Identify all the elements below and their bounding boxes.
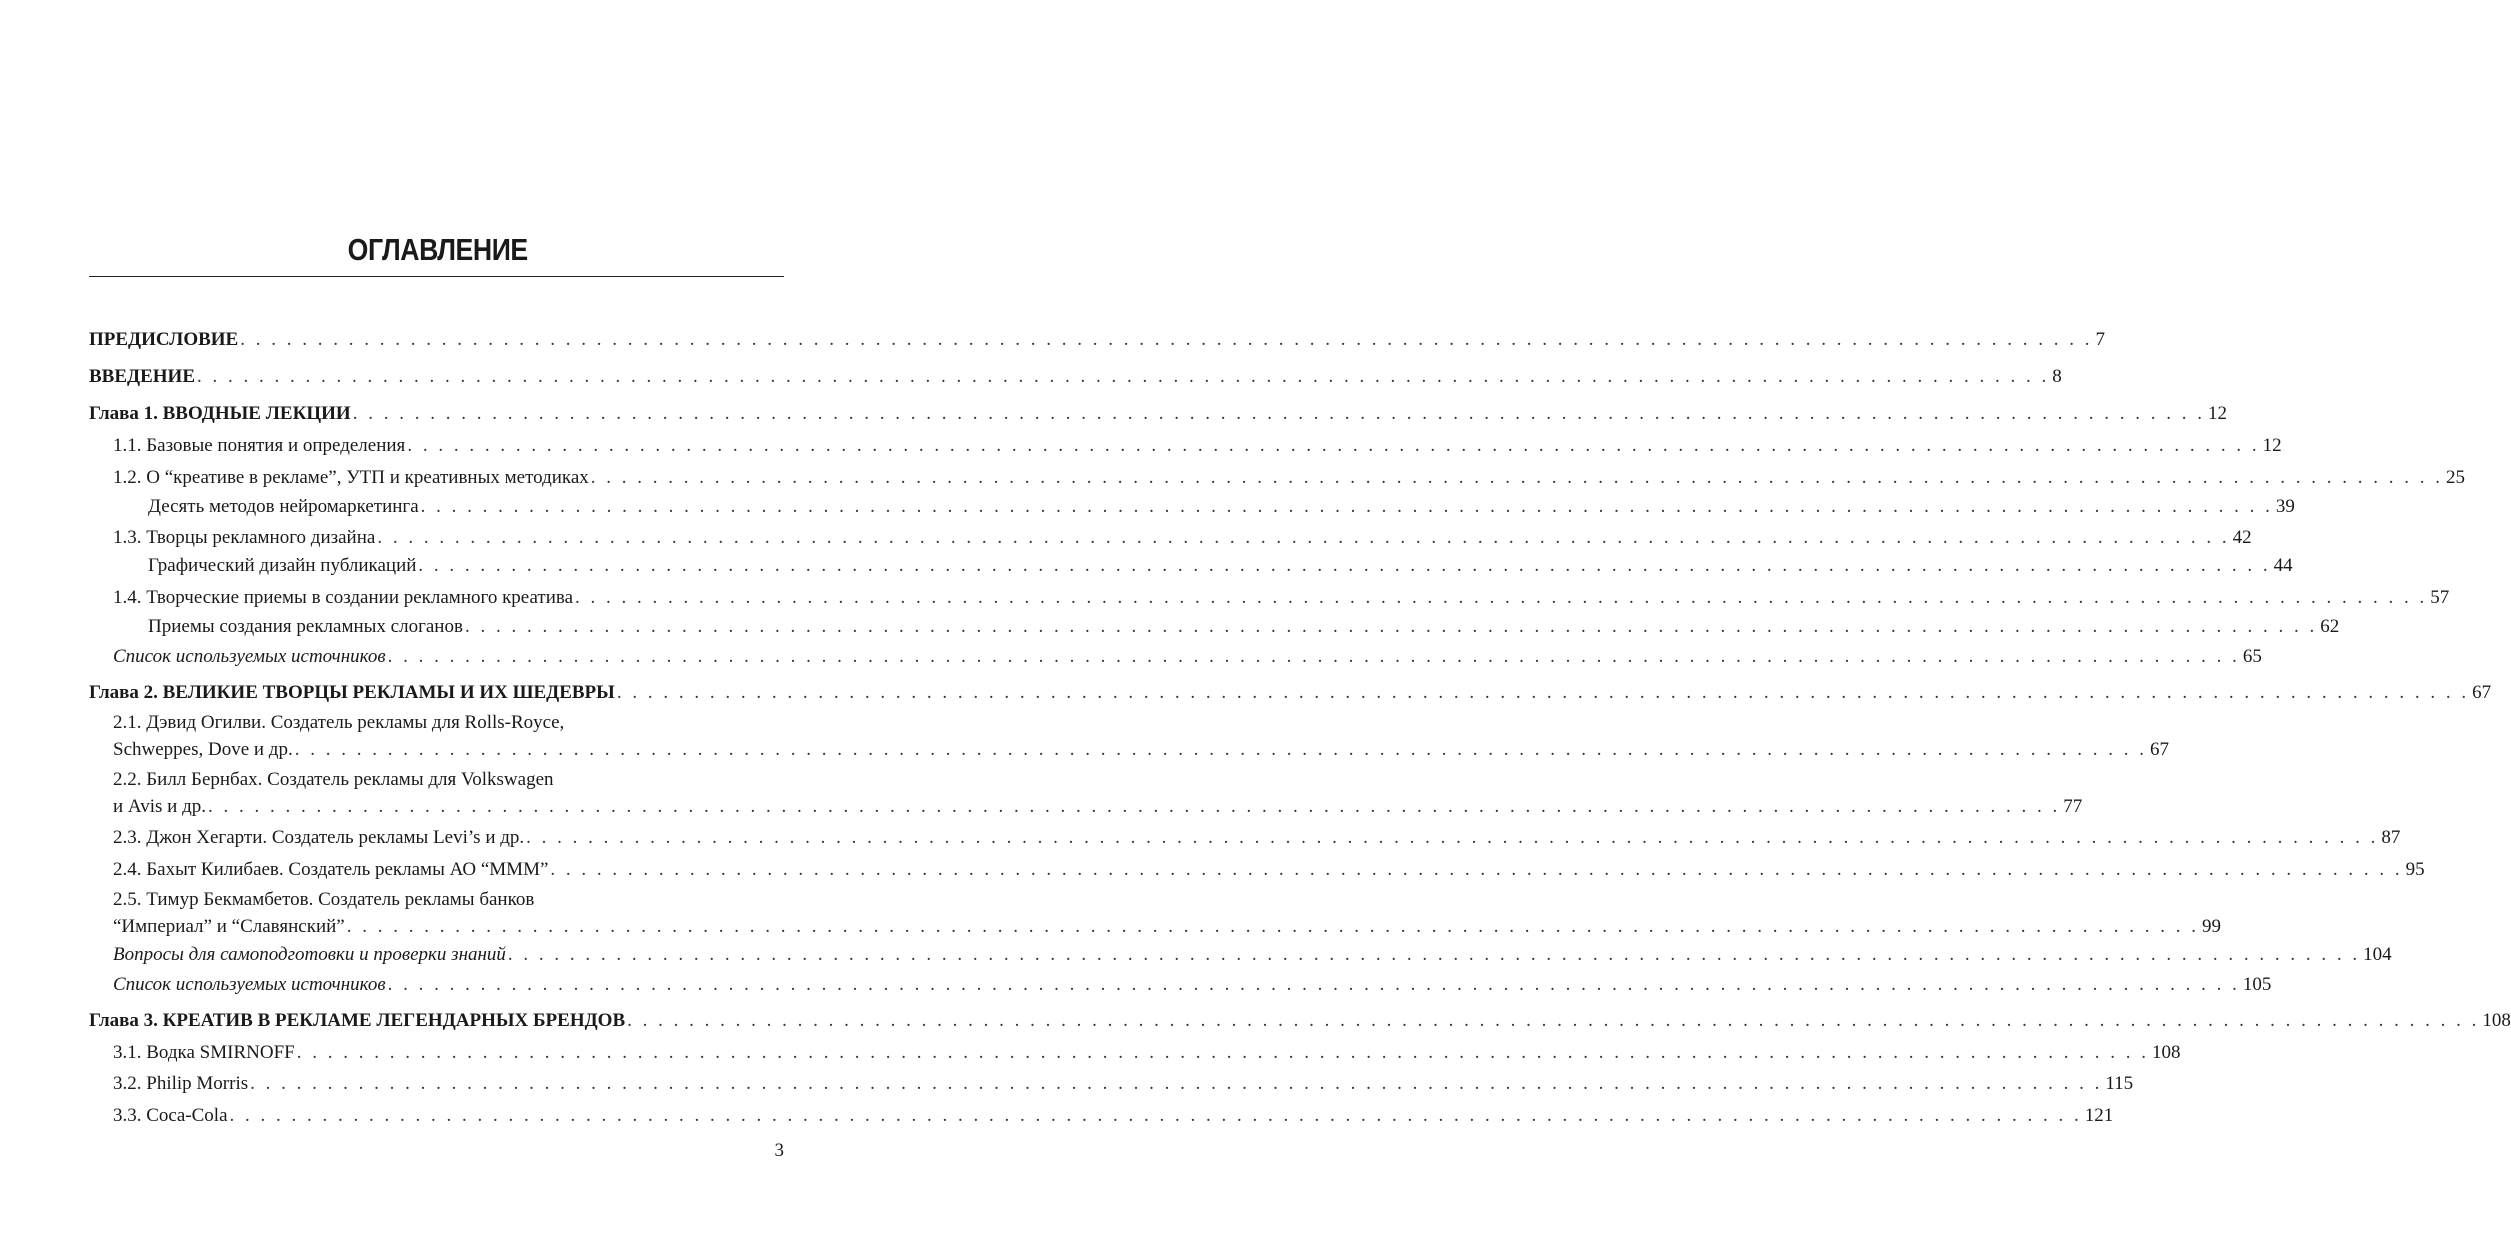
toc-chapter-entry[interactable] <box>89 680 2492 706</box>
chapter-prefix: Глава 1. <box>89 403 163 424</box>
toc-entry-title <box>113 433 405 459</box>
toc-entry-title <box>113 942 506 968</box>
toc-entry-first-line: 2.5. Тимур Бекмамбетов. Создатель рекламы банков <box>113 889 535 910</box>
dot-leader: . . . . . . . . . . . . . . . . . . . . . . . . . . . . . . . . . . . . . . . . . . . . . . . . . . . . . . . . . . . . . . . . . . . . . . . . . . . . . . . . . . . . . . . . . . . . . . . . . . . . . . . . . . . . . . . . . . . . . . . . <box>575 587 2428 608</box>
toc-page-number: 39 <box>2275 496 2295 517</box>
toc-entry-title <box>89 364 195 390</box>
toc-entry[interactable] <box>113 1103 2114 1129</box>
toc-entry-text: 2.3. Джон Хегарти. Создатель рекламы Levi’s и др. <box>113 827 525 848</box>
toc-entry-text: и Avis и др. <box>113 796 206 817</box>
toc-entry[interactable] <box>113 465 2466 491</box>
toc-entry-text: 1.2. О “креативе в рекламе”, УТП и креативных методиках <box>113 467 589 488</box>
toc-entry[interactable] <box>113 433 2282 459</box>
toc-page-number: 42 <box>2232 527 2252 548</box>
toc-entry[interactable] <box>113 1040 2181 1066</box>
toc-entry-text: 1.1. Базовые понятия и определения <box>113 435 406 456</box>
dot-leader: . . . . . . . . . . . . . . . . . . . . . . . . . . . . . . . . . . . . . . . . . . . . . . . . . . . . . . . . . . . . . . . . . . . . . . . . . . . . . . . . . . . . . . . . . . . . . . . . . . . . . . . . . . . . . . . . . . . . . . . . <box>407 435 2260 456</box>
toc-page-number: 115 <box>2105 1073 2134 1094</box>
toc-chapter-entry[interactable] <box>89 401 2227 427</box>
toc-entry-text: Графический дизайн публикаций <box>148 555 417 576</box>
toc-entry-text: Десять методов нейромаркетинга <box>148 496 419 517</box>
dot-leader: . . . . . . . . . . . . . . . . . . . . . . . . . . . . . . . . . . . . . . . . . . . . . . . . . . . . . . . . . . . . . . . . . . . . . . . . . . . . . . . . . . . . . . . . . . . . . . . . . . . . . . . . . . . . . . . . . . . . . . . . <box>507 944 2361 965</box>
dot-leader: . . . . . . . . . . . . . . . . . . . . . . . . . . . . . . . . . . . . . . . . . . . . . . . . . . . . . . . . . . . . . . . . . . . . . . . . . . . . . . . . . . . . . . . . . . . . . . . . . . . . . . . . . . . . . . . . . . . . . . . . <box>387 646 2240 667</box>
toc-entry-title <box>89 327 238 353</box>
toc-entry-title <box>113 1040 295 1066</box>
toc-entry-title <box>113 585 573 611</box>
toc-entry-text: Schweppes, Dove и др. <box>113 739 293 760</box>
dot-leader: . . . . . . . . . . . . . . . . . . . . . . . . . . . . . . . . . . . . . . . . . . . . . . . . . . . . . . . . . . . . . . . . . . . . . . . . . . . . . . . . . . . . . . . . . . . . . . . . . . . . . . . . . . . . . . . . . . . . . . . . <box>294 739 2147 760</box>
toc-page-number: 57 <box>2430 587 2450 608</box>
toc-entry-title <box>148 494 419 520</box>
toc-page-number: 25 <box>2446 467 2466 488</box>
toc-entry-title <box>89 401 351 427</box>
toc-page-number: 67 <box>2149 739 2169 760</box>
toc-entry[interactable] <box>113 914 2221 940</box>
toc-entry-title <box>148 614 463 640</box>
toc-chapter-entry[interactable] <box>89 1008 2511 1034</box>
toc-entry[interactable] <box>113 825 2401 851</box>
toc-entry-text: Вопросы для самоподготовки и проверки знаний <box>113 944 506 965</box>
dot-leader: . . . . . . . . . . . . . . . . . . . . . . . . . . . . . . . . . . . . . . . . . . . . . . . . . . . . . . . . . . . . . . . . . . . . . . . . . . . . . . . . . . . . . . . . . . . . . . . . . . . . . . . . . . . . . . . . . . . . . . . . <box>590 467 2444 488</box>
toc-entry-title <box>113 465 589 491</box>
dot-leader: . . . . . . . . . . . . . . . . . . . . . . . . . . . . . . . . . . . . . . . . . . . . . . . . . . . . . . . . . . . . . . . . . . . . . . . . . . . . . . . . . . . . . . . . . . . . . . . . . . . . . . . . . . . . . . . . . . . . . . . . <box>627 1010 2480 1031</box>
toc-entry-title <box>148 553 416 579</box>
toc-entry-text: Приемы создания рекламных слоганов <box>148 616 463 637</box>
toc-entry-title <box>113 644 386 670</box>
toc-entry-title <box>113 857 548 883</box>
toc-page-number: 95 <box>2405 859 2425 880</box>
toc-page-number: 44 <box>2273 555 2293 576</box>
toc-page-number: 105 <box>2242 974 2272 995</box>
toc-entry-text: ПРЕДИСЛОВИЕ <box>89 329 239 350</box>
toc-entry-first-line: 2.1. Дэвид Огилви. Создатель рекламы для Rolls-Royce, <box>113 712 565 733</box>
toc-entry[interactable] <box>113 585 2450 611</box>
toc-entry[interactable] <box>113 972 2272 998</box>
toc-entry[interactable] <box>113 794 2083 820</box>
toc-entry-text: Список используемых источников <box>113 646 386 667</box>
toc-entry-title <box>113 1103 228 1129</box>
dot-leader: . . . . . . . . . . . . . . . . . . . . . . . . . . . . . . . . . . . . . . . . . . . . . . . . . . . . . . . . . . . . . . . . . . . . . . . . . . . . . . . . . . . . . . . . . . . . . . . . . . . . . . . . . . . . . . . . . . . . . . . . <box>418 555 2271 576</box>
toc-page-number: 104 <box>2363 944 2392 965</box>
toc-entry-title <box>113 825 524 851</box>
toc-page-number: 121 <box>2084 1105 2114 1126</box>
toc-entry-text: КРЕАТИВ В РЕКЛАМЕ ЛЕГЕНДАРНЫХ БРЕНДОВ <box>162 1010 626 1031</box>
toc-entry-text: 1.3. Творцы рекламного дизайна <box>113 527 376 548</box>
toc-page-number: 67 <box>2472 682 2492 703</box>
toc-page-number: 87 <box>2381 827 2401 848</box>
toc-entry-text: 3.2. Philip Morris <box>113 1073 249 1094</box>
page-number: 3 <box>774 1140 784 1161</box>
toc-entry-title <box>89 680 615 706</box>
toc-entry[interactable] <box>113 525 2252 551</box>
toc-entry[interactable] <box>148 553 2293 579</box>
toc-entry-title <box>113 972 386 998</box>
toc-entry[interactable] <box>113 737 2169 763</box>
toc-entry-text: 1.4. Творческие приемы в создании рекламного креатива <box>113 587 574 608</box>
chapter-prefix: Глава 2. <box>89 682 163 703</box>
dot-leader: . . . . . . . . . . . . . . . . . . . . . . . . . . . . . . . . . . . . . . . . . . . . . . . . . . . . . . . . . . . . . . . . . . . . . . . . . . . . . . . . . . . . . . . . . . . . . . . . . . . . . . . . . . . . . . . . . . . . . . . . <box>296 1042 2149 1063</box>
toc-entry-text: ВВОДНЫЕ ЛЕКЦИИ <box>162 403 351 424</box>
toc-entry-title <box>113 737 293 763</box>
toc-entry-title <box>113 1071 248 1097</box>
toc-entry-title <box>113 914 345 940</box>
toc-entry-text: 3.1. Водка SMIRNOFF <box>113 1042 295 1063</box>
toc-page-number: 108 <box>2482 1010 2511 1031</box>
toc-entry-title <box>113 794 206 820</box>
dot-leader: . . . . . . . . . . . . . . . . . . . . . . . . . . . . . . . . . . . . . . . . . . . . . . . . . . . . . . . . . . . . . . . . . . . . . . . . . . . . . . . . . . . . . . . . . . . . . . . . . . . . . . . . . . . . . . . . . . . . . . . . <box>197 366 2050 387</box>
toc-page-number: 77 <box>2063 796 2083 817</box>
toc-page-number: 12 <box>2262 435 2282 456</box>
page-title-text: ОГЛАВЛЕНИЕ <box>347 232 528 267</box>
dot-leader: . . . . . . . . . . . . . . . . . . . . . . . . . . . . . . . . . . . . . . . . . . . . . . . . . . . . . . . . . . . . . . . . . . . . . . . . . . . . . . . . . . . . . . . . . . . . . . . . . . . . . . . . . . . . . . . . . . . . . . . . <box>352 403 2205 424</box>
toc-entry-title <box>113 525 375 551</box>
toc-entry[interactable] <box>89 327 2105 353</box>
toc-page-number: 99 <box>2201 916 2221 937</box>
dot-leader: . . . . . . . . . . . . . . . . . . . . . . . . . . . . . . . . . . . . . . . . . . . . . . . . . . . . . . . . . . . . . . . . . . . . . . . . . . . . . . . . . . . . . . . . . . . . . . . . . . . . . . . . . . . . . . . . . . . . . . . . <box>387 974 2240 995</box>
toc-entry-text: ВВЕДЕНИЕ <box>89 366 195 387</box>
toc-page-number: 65 <box>2242 646 2262 667</box>
dot-leader: . . . . . . . . . . . . . . . . . . . . . . . . . . . . . . . . . . . . . . . . . . . . . . . . . . . . . . . . . . . . . . . . . . . . . . . . . . . . . . . . . . . . . . . . . . . . . . . . . . . . . . . . . . . . . . . . . . . . . . . . <box>420 496 2273 517</box>
toc-entry-text: “Империал” и “Славянский” <box>113 916 345 937</box>
dot-leader: . . . . . . . . . . . . . . . . . . . . . . . . . . . . . . . . . . . . . . . . . . . . . . . . . . . . . . . . . . . . . . . . . . . . . . . . . . . . . . . . . . . . . . . . . . . . . . . . . . . . . . . . . . . . . . . . . . . . . . . . <box>208 796 2061 817</box>
toc-entry-text: 2.4. Бахыт Килибаев. Создатель рекламы АО “МММ” <box>113 859 549 880</box>
toc-entry-first-line: 2.2. Билл Бернбах. Создатель рекламы для Volkswagen <box>113 769 554 790</box>
toc-entry-text: Список используемых источников <box>113 974 386 995</box>
dot-leader: . . . . . . . . . . . . . . . . . . . . . . . . . . . . . . . . . . . . . . . . . . . . . . . . . . . . . . . . . . . . . . . . . . . . . . . . . . . . . . . . . . . . . . . . . . . . . . . . . . . . . . . . . . . . . . . . . . . . . . . . <box>526 827 2379 848</box>
toc-entry[interactable] <box>113 942 2392 968</box>
toc-page-number: 62 <box>2320 616 2340 637</box>
dot-leader: . . . . . . . . . . . . . . . . . . . . . . . . . . . . . . . . . . . . . . . . . . . . . . . . . . . . . . . . . . . . . . . . . . . . . . . . . . . . . . . . . . . . . . . . . . . . . . . . . . . . . . . . . . . . . . . . . . . . . . . . <box>229 1105 2082 1126</box>
dot-leader: . . . . . . . . . . . . . . . . . . . . . . . . . . . . . . . . . . . . . . . . . . . . . . . . . . . . . . . . . . . . . . . . . . . . . . . . . . . . . . . . . . . . . . . . . . . . . . . . . . . . . . . . . . . . . . . . . . . . . . . . <box>550 859 2403 880</box>
toc-entry[interactable] <box>148 494 2295 520</box>
toc-entry-title <box>89 1008 625 1034</box>
toc-entry[interactable] <box>113 857 2425 883</box>
page-title <box>0 232 875 268</box>
dot-leader: . . . . . . . . . . . . . . . . . . . . . . . . . . . . . . . . . . . . . . . . . . . . . . . . . . . . . . . . . . . . . . . . . . . . . . . . . . . . . . . . . . . . . . . . . . . . . . . . . . . . . . . . . . . . . . . . . . . . . . . . <box>616 682 2470 703</box>
toc-entry[interactable] <box>113 1071 2134 1097</box>
toc-entry-text: 3.3. Coca-Cola <box>113 1105 228 1126</box>
dot-leader: . . . . . . . . . . . . . . . . . . . . . . . . . . . . . . . . . . . . . . . . . . . . . . . . . . . . . . . . . . . . . . . . . . . . . . . . . . . . . . . . . . . . . . . . . . . . . . . . . . . . . . . . . . . . . . . . . . . . . . . . <box>346 916 2199 937</box>
toc-entry[interactable] <box>113 644 2262 670</box>
toc-page-number: 7 <box>2095 329 2105 350</box>
dot-leader: . . . . . . . . . . . . . . . . . . . . . . . . . . . . . . . . . . . . . . . . . . . . . . . . . . . . . . . . . . . . . . . . . . . . . . . . . . . . . . . . . . . . . . . . . . . . . . . . . . . . . . . . . . . . . . . . . . . . . . . . <box>240 329 2093 350</box>
chapter-prefix: Глава 3. <box>89 1010 163 1031</box>
dot-leader: . . . . . . . . . . . . . . . . . . . . . . . . . . . . . . . . . . . . . . . . . . . . . . . . . . . . . . . . . . . . . . . . . . . . . . . . . . . . . . . . . . . . . . . . . . . . . . . . . . . . . . . . . . . . . . . . . . . . . . . . <box>377 527 2230 548</box>
dot-leader: . . . . . . . . . . . . . . . . . . . . . . . . . . . . . . . . . . . . . . . . . . . . . . . . . . . . . . . . . . . . . . . . . . . . . . . . . . . . . . . . . . . . . . . . . . . . . . . . . . . . . . . . . . . . . . . . . . . . . . . . <box>250 1073 2103 1094</box>
toc-entry-text: ВЕЛИКИЕ ТВОРЦЫ РЕКЛАМЫ И ИХ ШЕДЕВРЫ <box>162 682 615 703</box>
toc-page-number: 8 <box>2052 366 2062 387</box>
title-divider <box>89 276 784 277</box>
toc-entry[interactable] <box>89 364 2062 390</box>
toc-entry[interactable] <box>148 614 2340 640</box>
toc-page-number: 108 <box>2151 1042 2181 1063</box>
toc-page-number: 12 <box>2207 403 2227 424</box>
dot-leader: . . . . . . . . . . . . . . . . . . . . . . . . . . . . . . . . . . . . . . . . . . . . . . . . . . . . . . . . . . . . . . . . . . . . . . . . . . . . . . . . . . . . . . . . . . . . . . . . . . . . . . . . . . . . . . . . . . . . . . . . <box>464 616 2318 637</box>
